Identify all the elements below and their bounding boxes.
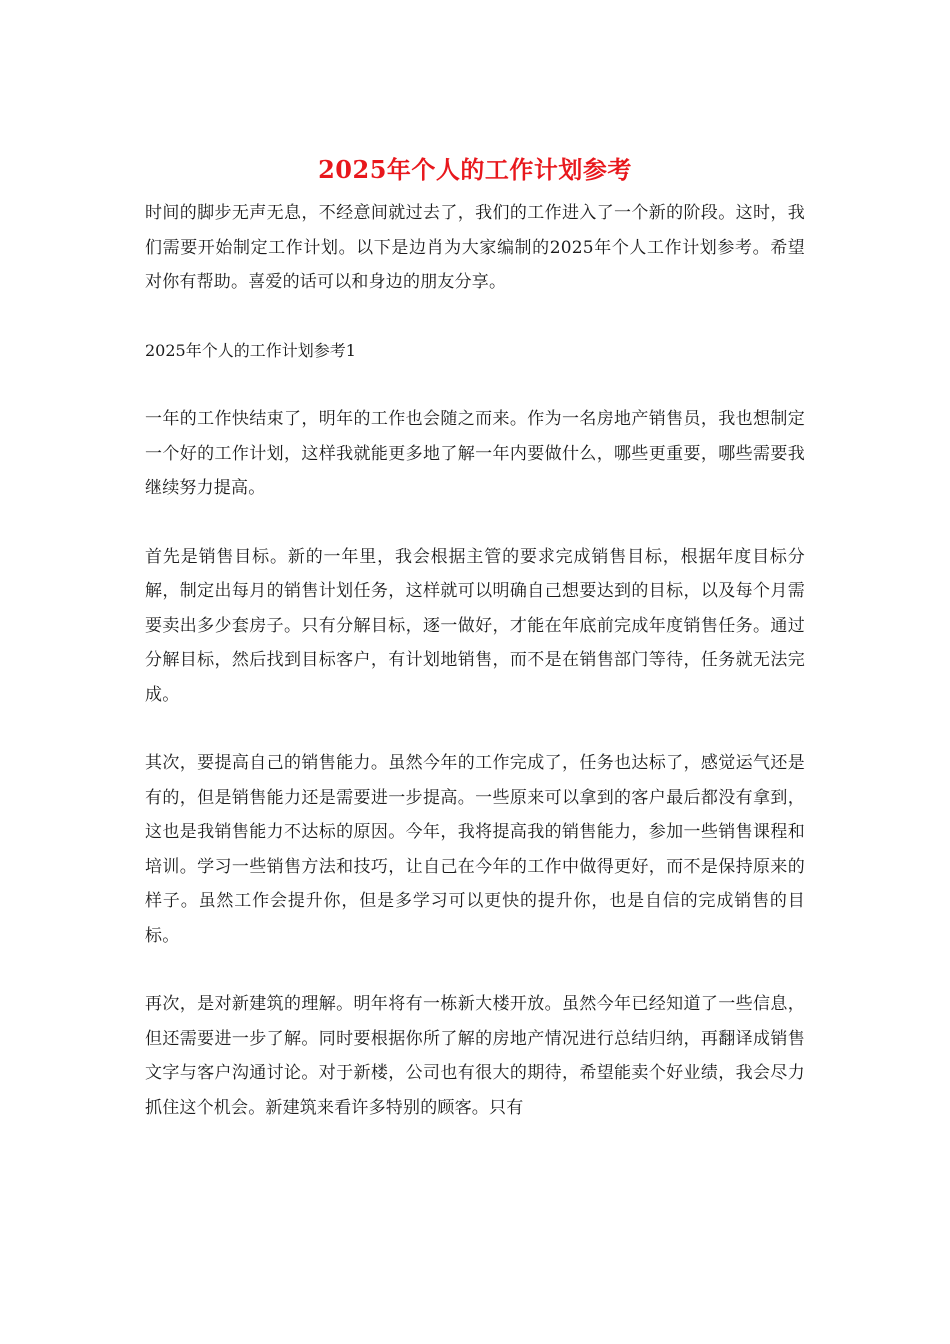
intro-paragraph: 时间的脚步无声无息，不经意间就过去了，我们的工作进入了一个新的阶段。这时，我们需要开始制定工作计划。以下是边肖为大家编制的2025年个人工作计划参考。希望对你有帮助。喜爱的话可以和身边的朋友分享。 [145,203,805,292]
body-paragraph-1: 一年的工作快结束了，明年的工作也会随之而来。作为一名房地产销售员，我也想制定一个好的工作计划，这样我就能更多地了解一年内要做什么，哪些更重要，哪些需要我继续努力提高。 [145,409,805,498]
body-paragraph-2: 首先是销售目标。新的一年里，我会根据主管的要求完成销售目标，根据年度目标分解，制定出每月的销售计划任务，这样就可以明确自己想要达到的目标，以及每个月需要卖出多少套房子。只有分解目标，逐一做好，才能在年底前完成年度销售任务。通过分解目标，然后找到目标客户，有计划地销售，而不是在销售部门等待，任务就无法完成。 [145,546,805,705]
document-page [145,150,805,1159]
section-heading: 2025年个人的工作计划参考1 [145,340,356,360]
body-paragraph-4: 再次，是对新建筑的理解。明年将有一栋新大楼开放。虽然今年已经知道了一些信息，但还需要进一步了解。同时要根据你所了解的房地产情况进行总结归纳，再翻译成销售文字与客户沟通讨论。对于新楼，公司也有很大的期待，希望能卖个好业绩，我会尽力抓住这个机会。新建筑来看许多特别的顾客。只有 [145,994,805,1118]
body-paragraph-3: 其次，要提高自己的销售能力。虽然今年的工作完成了，任务也达标了，感觉运气还是有的，但是销售能力还是需要进一步提高。一些原来可以拿到的客户最后都没有拿到，这也是我销售能力不达标的原因。今年，我将提高我的销售能力，参加一些销售课程和培训。学习一些销售方法和技巧，让自己在今年的工作中做得更好，而不是保持原来的样子。虽然工作会提升你，但是多学习可以更快的提升你，也是自信的完成销售的目标。 [145,753,805,946]
document-title: 2025年个人的工作计划参考 [318,155,632,184]
